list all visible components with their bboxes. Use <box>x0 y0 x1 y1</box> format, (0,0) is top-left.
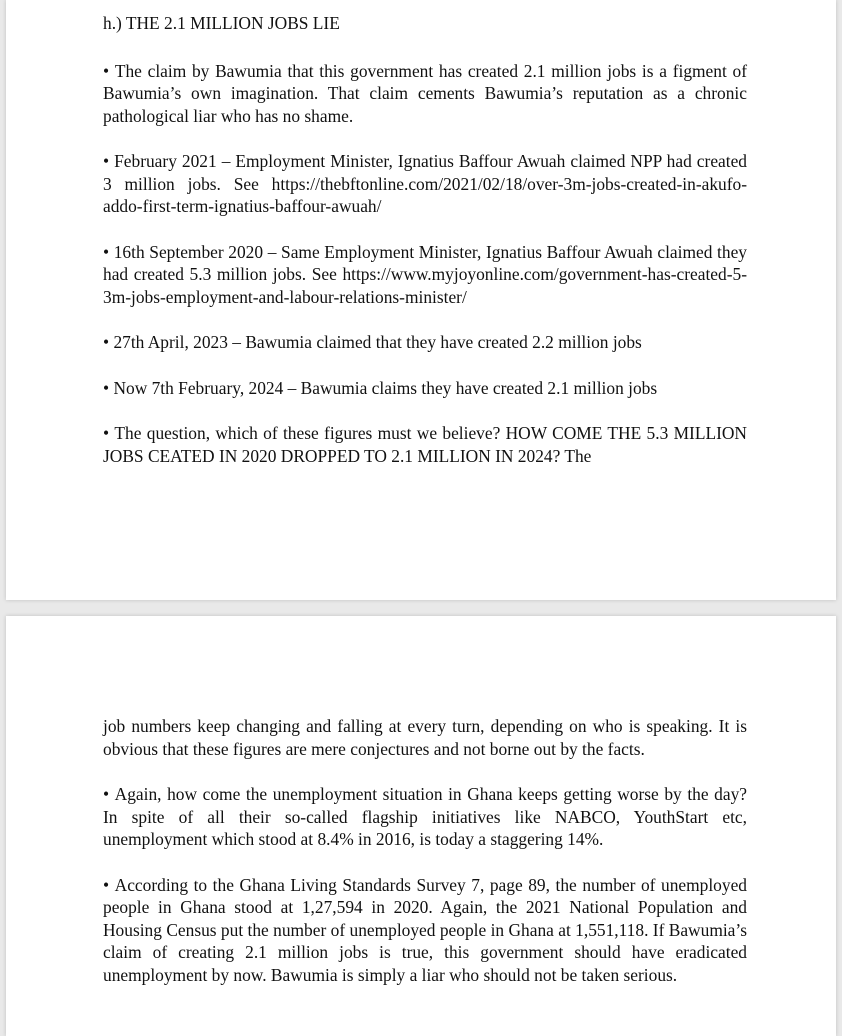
page-2-content <box>103 715 747 986</box>
paragraph-continuation: job numbers keep changing and falling at every turn, depending on who is speaking. It is obvious that these figures are mere conjectures and not borne out by the facts. <box>103 716 747 759</box>
document-page-2 <box>6 616 836 1036</box>
paragraph-unemployment: • Again, how come the unemployment situation in Ghana keeps getting worse by the day? In spite of all their so-called flagship initiatives like NABCO, YouthStart etc, unemployment which stood at 8.4% in 2016, is today a staggering 14%. <box>103 783 747 851</box>
paragraph-feb-2024: • Now 7th February, 2024 – Bawumia claims they have created 2.1 million jobs <box>103 377 747 400</box>
paragraph-feb-2021: • February 2021 – Employment Minister, Ignatius Baffour Awuah claimed NPP had created 3 million jobs. See https://thebftonline.com/2021/02/18/over-3m-jobs-created-in-akufo-addo-first-term-ignatius-baffour-awuah/ <box>103 150 747 218</box>
document-page-1 <box>6 0 836 600</box>
section-heading: h.) THE 2.1 MILLION JOBS LIE <box>103 13 340 33</box>
paragraph-apr-2023: • 27th April, 2023 – Bawumia claimed that they have created 2.2 million jobs <box>103 331 747 354</box>
paragraph-glss7: • According to the Ghana Living Standards Survey 7, page 89, the number of unemployed people in Ghana stood at 1,27,594 in 2020. Again, the 2021 National Population and Housing Census put the number of unemployed people in Ghana at 1,551,118. If Bawumia’s claim of creating 2.1 million jobs is true, this government should have eradicated unemployment by now. Bawumia is simply a liar who should not be taken serious. <box>103 874 747 987</box>
paragraph-claim: • The claim by Bawumia that this government has created 2.1 million jobs is a figment of Bawumia’s own imagination. That claim cements Bawumia’s reputation as a chronic pathological liar who has no shame. <box>103 60 747 128</box>
page-1-content <box>103 12 747 467</box>
paragraph-question: • The question, which of these figures must we believe? HOW COME THE 5.3 MILLION JOBS CEATED IN 2020 DROPPED TO 2.1 MILLION IN 2024? The <box>103 422 747 467</box>
paragraph-sep-2020: • 16th September 2020 – Same Employment Minister, Ignatius Baffour Awuah claimed they had created 5.3 million jobs. See https://www.myjoyonline.com/government-has-created-5-3m-jobs-employment-and-labour-relations-minister/ <box>103 241 747 309</box>
